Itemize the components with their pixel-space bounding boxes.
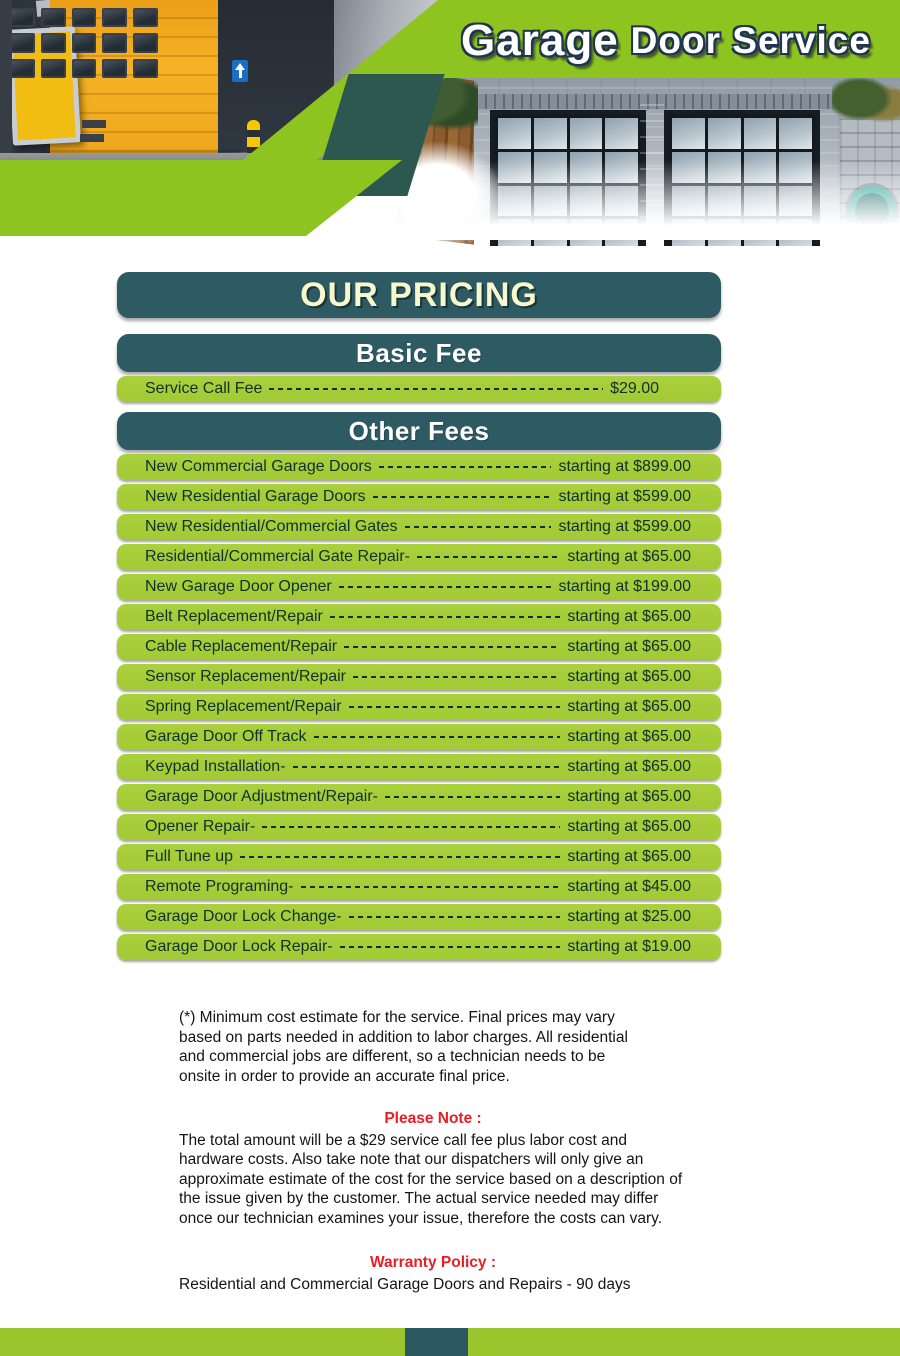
fee-label: Full Tune up xyxy=(145,848,234,865)
title-door-service: Door Service xyxy=(630,20,871,61)
pricing-title: OUR PRICING xyxy=(300,275,538,314)
dash-leader xyxy=(349,916,561,918)
dash-leader xyxy=(340,946,561,948)
greenery-right xyxy=(832,76,900,126)
page-title xyxy=(440,8,892,74)
fee-label: Keypad Installation- xyxy=(145,758,286,775)
disclaimer-text: (*) Minimum cost estimate for the service. Final prices may vary based on parts needed in addition to labor charges. All residential and commercial jobs are different, so a technician needs to be onsite in order to provide an accurate final price. xyxy=(179,1009,628,1085)
fee-price: starting at $65.00 xyxy=(567,728,691,745)
fee-price: starting at $65.00 xyxy=(567,788,691,805)
fee-price: starting at $199.00 xyxy=(558,578,691,595)
fee-label: Remote Programing- xyxy=(145,878,294,895)
pricing-section xyxy=(117,272,721,964)
fee-price: starting at $65.00 xyxy=(567,668,691,685)
fee-price: starting at $25.00 xyxy=(567,908,691,925)
fee-price: starting at $599.00 xyxy=(558,488,691,505)
fee-price: starting at $45.00 xyxy=(567,878,691,895)
fee-label: New Commercial Garage Doors xyxy=(145,458,372,475)
fee-price: starting at $19.00 xyxy=(567,938,691,955)
dash-leader xyxy=(330,616,560,618)
fee-row xyxy=(117,724,721,750)
fee-row xyxy=(117,376,721,402)
up-arrow-sign-icon xyxy=(232,60,248,82)
dash-leader xyxy=(240,856,560,858)
fee-row xyxy=(117,784,721,810)
basic-fee-banner xyxy=(117,334,721,372)
fee-price: starting at $599.00 xyxy=(558,518,691,535)
dash-leader xyxy=(301,886,561,888)
dash-leader xyxy=(344,646,560,648)
hero-header xyxy=(0,0,900,246)
fee-row xyxy=(117,484,721,510)
footer-bar xyxy=(0,1328,900,1356)
fee-price: starting at $65.00 xyxy=(567,608,691,625)
fee-row xyxy=(117,694,721,720)
residential-garage-photo xyxy=(396,74,900,240)
fee-price: starting at $65.00 xyxy=(567,698,691,715)
dash-leader xyxy=(405,526,552,528)
dash-leader xyxy=(314,736,561,738)
dash-leader xyxy=(269,388,603,390)
please-note-text: The total amount will be a $29 service call fee plus labor cost and hardware costs. Also take note that our dispatchers will only give an approximate estimate of the cost for the service based on a description of the issue given by the customer. The actual service needed may differ once our technician examines your issue, therefore the costs can vary. xyxy=(179,1131,683,1227)
fee-label: New Residential Garage Doors xyxy=(145,488,366,505)
white-fade-bottom xyxy=(396,160,900,240)
fee-label: New Garage Door Opener xyxy=(145,578,332,595)
fee-row xyxy=(117,634,721,660)
dash-leader xyxy=(339,586,552,588)
fee-row xyxy=(117,544,721,570)
fee-row xyxy=(117,604,721,630)
fee-row xyxy=(117,814,721,840)
pricing-title-banner xyxy=(117,272,721,318)
fee-label: Sensor Replacement/Repair xyxy=(145,668,346,685)
title-garage: Garage xyxy=(461,16,619,65)
dash-leader xyxy=(379,466,552,468)
warranty-heading: Warranty Policy : xyxy=(369,1254,497,1271)
dash-leader xyxy=(293,766,561,768)
please-note-heading: Please Note : xyxy=(384,1110,482,1127)
fee-row xyxy=(117,874,721,900)
fee-label: Service Call Fee xyxy=(145,380,263,397)
basic-fee-heading: Basic Fee xyxy=(356,337,482,368)
fee-row xyxy=(117,454,721,480)
fee-row xyxy=(117,844,721,870)
green-bottom-band xyxy=(0,160,410,238)
other-fees-list xyxy=(117,454,721,960)
fee-row xyxy=(117,664,721,690)
garage-door-windows xyxy=(10,8,158,78)
fee-row xyxy=(117,904,721,930)
fee-label: Garage Door Off Track xyxy=(145,728,307,745)
fee-label: Opener Repair- xyxy=(145,818,256,835)
fee-price: starting at $65.00 xyxy=(567,638,691,655)
hazard-stripe xyxy=(80,134,104,142)
fee-label: Spring Replacement/Repair xyxy=(145,698,342,715)
fee-row xyxy=(117,754,721,780)
dash-leader xyxy=(385,796,560,798)
dash-leader xyxy=(349,706,561,708)
fee-price: starting at $65.00 xyxy=(567,548,691,565)
fee-price: starting at $65.00 xyxy=(567,758,691,775)
fee-price: starting at $65.00 xyxy=(567,818,691,835)
notes-section xyxy=(179,1008,687,1294)
hazard-stripe xyxy=(82,120,106,128)
dash-leader xyxy=(262,826,560,828)
fee-price: $29.00 xyxy=(610,380,659,397)
footer-accent-square xyxy=(405,1328,468,1356)
fee-price: starting at $65.00 xyxy=(567,848,691,865)
dash-leader xyxy=(353,676,560,678)
fee-label: Garage Door Lock Change- xyxy=(145,908,342,925)
fee-label: Residential/Commercial Gate Repair- xyxy=(145,548,410,565)
fee-label: Garage Door Adjustment/Repair- xyxy=(145,788,378,805)
warranty-text: Residential and Commercial Garage Doors and Repairs - 90 days xyxy=(179,1275,631,1293)
other-fees-heading: Other Fees xyxy=(348,415,490,446)
fee-label: New Residential/Commercial Gates xyxy=(145,518,398,535)
fee-label: Belt Replacement/Repair xyxy=(145,608,323,625)
fee-row xyxy=(117,514,721,540)
basic-fee-list xyxy=(117,376,721,402)
dash-leader xyxy=(417,556,560,558)
fee-price: starting at $899.00 xyxy=(558,458,691,475)
fee-row xyxy=(117,934,721,960)
fee-row xyxy=(117,574,721,600)
fee-label: Garage Door Lock Repair- xyxy=(145,938,333,955)
fee-label: Cable Replacement/Repair xyxy=(145,638,338,655)
dash-leader xyxy=(373,496,552,498)
other-fees-banner xyxy=(117,412,721,450)
